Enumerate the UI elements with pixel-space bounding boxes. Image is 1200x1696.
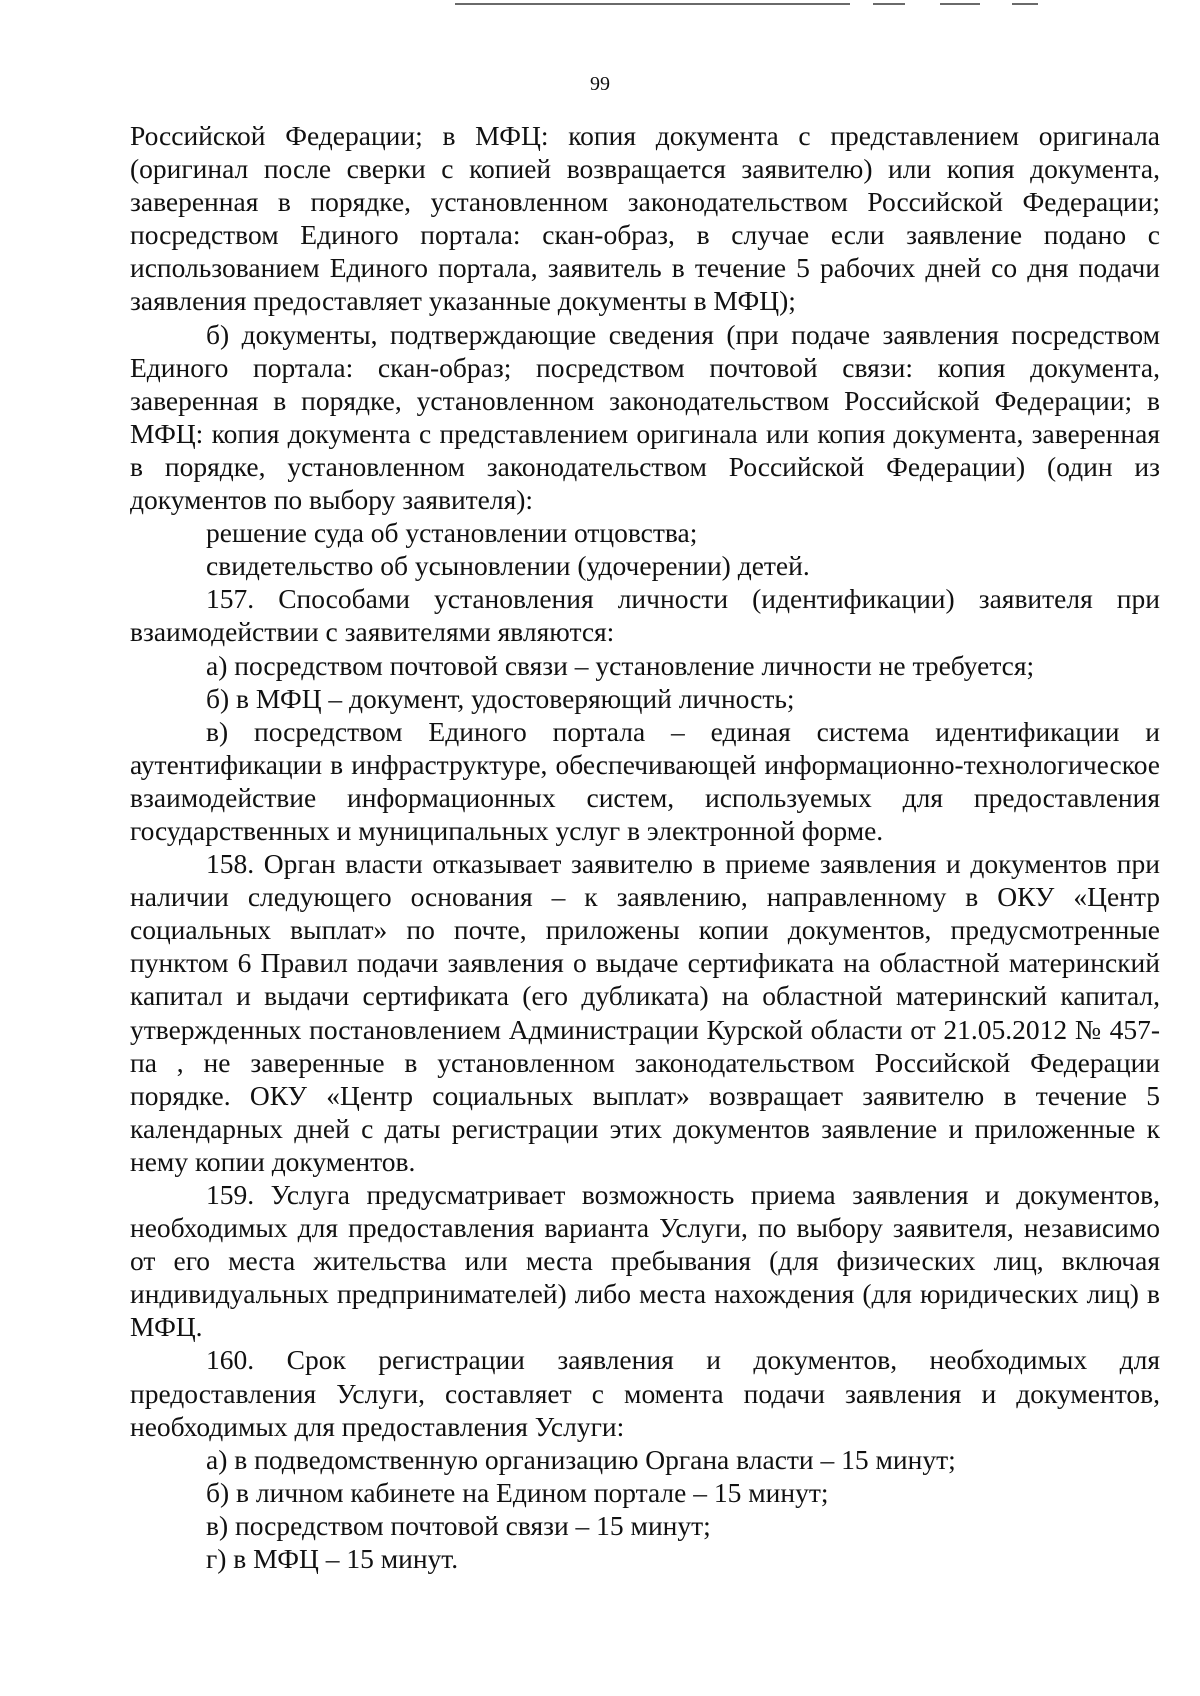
page-number: 99 <box>590 73 610 95</box>
paragraph-item-b-documents: б) документы, подтверждающие сведения (при подаче заявления посредством Единого портала: скан-образ; посредством почтовой связи: копия документа, заверенная в порядке, установленном законодательством Российской Федерации; в МФЦ: копия документа с представлением оригинала или копия документа, заверенная в порядке, установленном законодательством Российской Федерации) (один из документов по выбору заявителя): <box>130 318 1160 516</box>
paragraph-160-b: б) в личном кабинете на Едином портале – 15 минут; <box>206 1476 829 1508</box>
paragraph-adoption-certificate: свидетельство об усыновлении (удочерении) детей. <box>206 550 810 582</box>
paragraph-160: 160. Срок регистрации заявления и документов, необходимых для предоставления Услуги, составляет с момента подачи заявления и документов, необходимых для предоставления Услуги: <box>130 1344 1160 1442</box>
paragraph-160-a: а) в подведомственную организацию Органа власти – 15 минут; <box>206 1443 956 1475</box>
paragraph-160-g: г) в МФЦ – 15 минут. <box>206 1543 459 1575</box>
paragraph-157: 157. Способами установления личности (идентификации) заявителя при взаимодействии с заявителями являются: <box>130 583 1160 648</box>
paragraph-continuation: Российской Федерации; в МФЦ: копия документа с представлением оригинала (оригинал после сверки с копией возвращается заявителю) или копия документа, заверенная в порядке, установленном законодательством Российской Федерации; посредством Единого портала: скан-образ, в случае если заявление подано с использованием Единого портала, заявитель в течение 5 рабочих дней со дня подачи заявления предоставляет указанные документы в МФЦ); <box>130 120 1160 317</box>
scan-edge-line <box>455 3 850 5</box>
paragraph-158: 158. Орган власти отказывает заявителю в приеме заявления и документов при наличии следующего основания – к заявлению, направленному в ОКУ «Центр социальных выплат» по почте, приложены копии документов, предусмотренные пунктом 6 Правил подачи заявления о выдаче сертификата на областной материнский капитал и выдачи сертификата (его дубликата) на областной материнский капитал, утвержденных постановлением Администрации Курской области от 21.05.2012 № 457-па , не заверенные в установленном законодательством Российской Федерации порядке. ОКУ «Центр социальных выплат» возвращает заявителю в течение 5 календарных дней с даты регистрации этих документов заявление и приложенные к нему копии документов. <box>130 848 1160 1177</box>
document-body <box>130 119 1160 1575</box>
paragraph-court-decision: решение суда об установлении отцовства; <box>206 517 698 549</box>
paragraph-159: 159. Услуга предусматривает возможность приема заявления и документов, необходимых для предоставления варианта Услуги, по выбору заявителя, независимо от его места жительства или места пребывания (для физических лиц, включая индивидуальных предпринимателей) либо места нахождения (для юридических лиц) в МФЦ. <box>130 1179 1160 1343</box>
paragraph-157-b: б) в МФЦ – документ, удостоверяющий личность; <box>206 682 795 714</box>
scan-edge-line <box>1012 3 1038 5</box>
paragraph-157-v: в) посредством Единого портала – единая система идентификации и аутентификации в инфраструктуре, обеспечивающей информационно-технологическое взаимодействие информационных систем, используемых для предоставления государственных и муниципальных услуг в электронной форме. <box>130 715 1160 846</box>
scan-edge-line <box>940 3 980 5</box>
paragraph-157-a: а) посредством почтовой связи – установление личности не требуется; <box>206 649 1035 681</box>
paragraph-160-v: в) посредством почтовой связи – 15 минут; <box>206 1509 711 1541</box>
scan-edge-line <box>873 3 905 5</box>
